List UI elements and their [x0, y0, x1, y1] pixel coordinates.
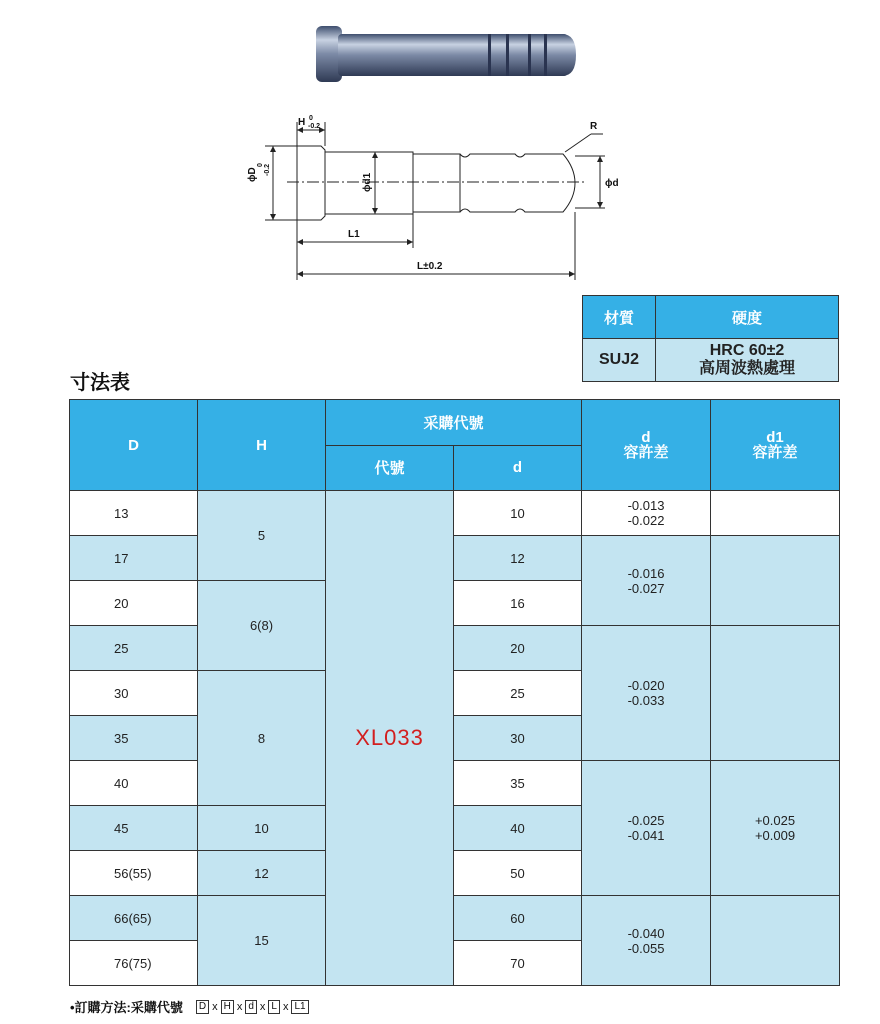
header-d-tol-line1: d — [641, 429, 651, 446]
cell-d1-tol-empty — [711, 536, 840, 626]
dim-r-label: R — [590, 121, 598, 132]
header-d1-tol-line2: 容許差 — [752, 444, 798, 461]
cell-d: 20 — [454, 626, 582, 671]
hardness-line2: 高周波熱處理 — [698, 360, 795, 377]
table-row — [70, 761, 840, 806]
cell-d1-tol — [711, 761, 840, 896]
hardness-header: 硬度 — [656, 296, 839, 339]
cell-d: 35 — [454, 761, 582, 806]
table-row — [70, 626, 840, 671]
material-table — [582, 295, 839, 382]
order-part-d: d — [245, 1000, 257, 1014]
cell-D: 45 — [70, 806, 198, 851]
table-row — [70, 896, 840, 941]
header-d1-tol-line1: d1 — [766, 429, 784, 446]
order-sep: x — [236, 1000, 243, 1013]
cell-d: 16 — [454, 581, 582, 626]
section-title: 寸法表 — [70, 372, 130, 394]
cell-D: 17 — [70, 536, 198, 581]
order-part-H: H — [221, 1000, 234, 1014]
cell-D: 30 — [70, 671, 198, 716]
cell-d: 60 — [454, 896, 582, 941]
dim-l1-label: L1 — [348, 229, 360, 240]
cell-d: 40 — [454, 806, 582, 851]
header-purchase-code: 采購代號 — [326, 400, 582, 446]
d-tol-lower: -0.041 — [627, 828, 665, 843]
d-tol-lower: -0.033 — [627, 693, 665, 708]
d-tol-upper: -0.025 — [627, 813, 665, 828]
cell-d-tol — [582, 896, 711, 986]
header-d-tolerance — [582, 400, 711, 491]
cell-H: 10 — [198, 806, 326, 851]
cell-d-tol — [582, 491, 711, 536]
cell-d-tol — [582, 536, 711, 626]
order-part-L1: L1 — [291, 1000, 308, 1014]
dim-D-label: ϕD — [247, 167, 258, 182]
cell-D: 76(75) — [70, 941, 198, 986]
cell-d1-tol-empty — [711, 896, 840, 986]
dimension-table — [69, 399, 840, 986]
cell-d1-tol-empty — [711, 626, 840, 761]
cell-d: 50 — [454, 851, 582, 896]
dim-h-tol-top: 0 — [309, 115, 313, 122]
cell-d: 70 — [454, 941, 582, 986]
header-d: d — [454, 445, 582, 491]
d-tol-upper: -0.016 — [627, 565, 665, 581]
dim-l-label: L±0.2 — [417, 261, 443, 272]
dim-D-tol-top: 0 — [257, 163, 264, 167]
hardness-line1: HRC 60±2 — [709, 342, 785, 359]
cell-d: 12 — [454, 536, 582, 581]
cell-code: XL033 — [326, 491, 454, 986]
order-sep: x — [259, 1000, 266, 1013]
cell-H: 15 — [198, 896, 326, 986]
d-tol-lower: -0.055 — [627, 940, 665, 956]
table-row — [70, 536, 840, 581]
dim-d-label: ϕd — [605, 178, 619, 189]
header-code: 代號 — [326, 445, 454, 491]
dim-h-label: H — [298, 117, 306, 128]
technical-drawing — [245, 112, 635, 282]
cell-D: 25 — [70, 626, 198, 671]
cell-d: 10 — [454, 491, 582, 536]
cell-d: 30 — [454, 716, 582, 761]
cell-d1-tol-empty — [711, 491, 840, 536]
d1-tol-lower: +0.009 — [754, 828, 796, 843]
header-d1-tolerance — [711, 400, 840, 491]
d1-tol-upper: +0.025 — [754, 813, 796, 828]
cell-D: 56(55) — [70, 851, 198, 896]
cell-d-tol — [582, 626, 711, 761]
table-row — [70, 491, 840, 536]
cell-D: 40 — [70, 761, 198, 806]
d-tol-upper: -0.020 — [627, 678, 665, 693]
cell-d: 25 — [454, 671, 582, 716]
cell-D: 35 — [70, 716, 198, 761]
cell-D: 20 — [70, 581, 198, 626]
cell-H: 6(8) — [198, 581, 326, 671]
d-tol-upper: -0.013 — [627, 498, 665, 513]
order-sep: x — [282, 1000, 289, 1013]
material-value: SUJ2 — [583, 339, 656, 382]
cell-d-tol — [582, 761, 711, 896]
order-label: •訂購方法:采購代號 — [70, 1000, 183, 1015]
dim-d1-label: ϕd1 — [362, 172, 373, 192]
dim-h-tol-bottom: -0.2 — [308, 123, 321, 130]
d-tol-lower: -0.022 — [627, 513, 665, 528]
cell-H: 12 — [198, 851, 326, 896]
order-method — [70, 997, 310, 1016]
dim-D-tol-bottom: -0.2 — [264, 163, 271, 176]
hardness-value — [656, 339, 839, 382]
guide-pin-photo — [310, 20, 580, 90]
order-part-L: L — [268, 1000, 280, 1014]
cell-D: 13 — [70, 491, 198, 536]
order-part-D: D — [196, 1000, 209, 1014]
cell-H: 5 — [198, 491, 326, 581]
d-tol-upper: -0.040 — [627, 925, 665, 941]
cell-D: 66(65) — [70, 896, 198, 941]
d-tol-lower: -0.027 — [627, 580, 665, 596]
material-header: 材質 — [583, 296, 656, 339]
cell-H: 8 — [198, 671, 326, 806]
header-D: D — [70, 400, 198, 491]
order-sep: x — [212, 1000, 218, 1013]
header-d-tol-line2: 容許差 — [623, 444, 669, 461]
header-H: H — [198, 400, 326, 491]
